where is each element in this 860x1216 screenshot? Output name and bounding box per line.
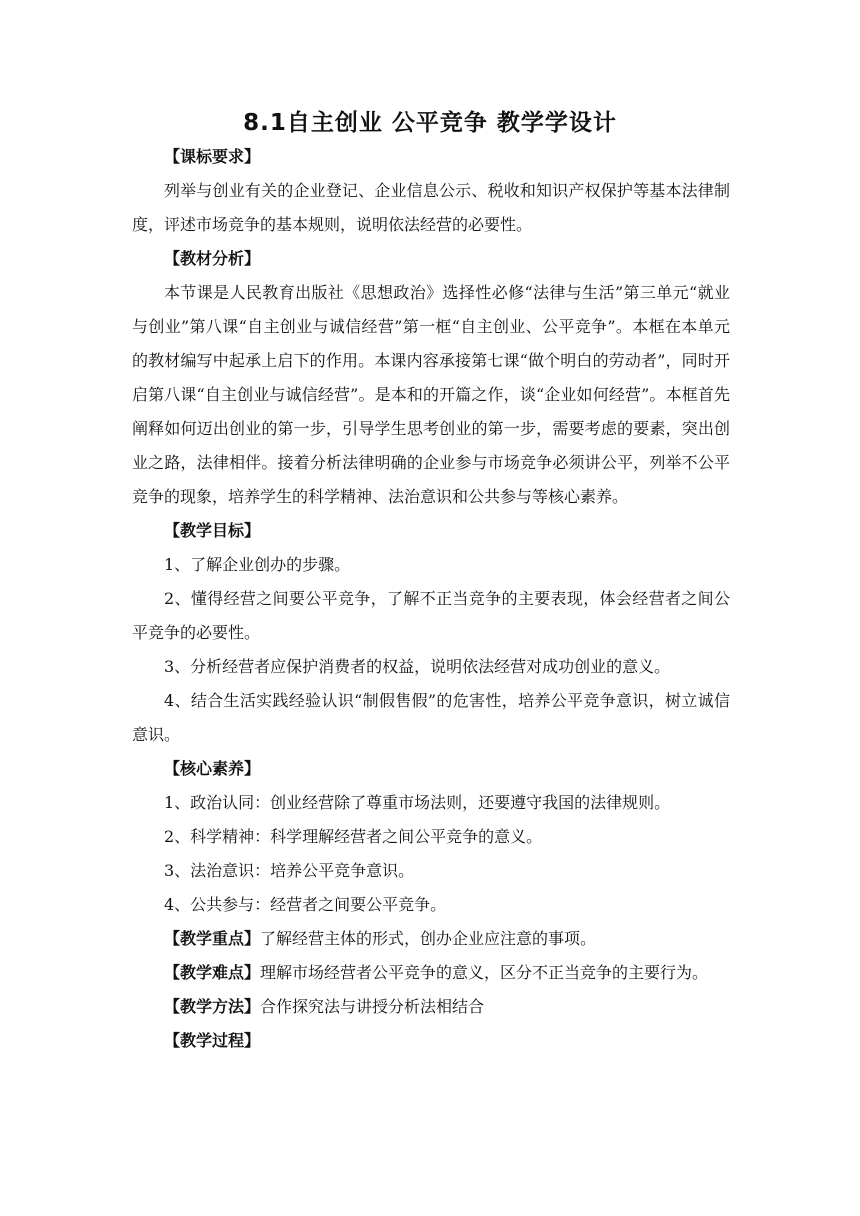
- goal-item: 3、分析经营者应保护消费者的权益，说明依法经营对成功创业的意义。: [164, 657, 671, 676]
- document-title: 8.1自主创业 公平竞争 教学学设计: [243, 110, 617, 136]
- literacy-item: 3、法治意识：培养公平竞争意识。: [164, 861, 415, 880]
- goal-item: 2、懂得经营之间要公平竞争，了解不正当竞争的主要表现，体会经营者之间公平竞争的必要性。: [132, 589, 730, 642]
- section-heading-teaching-goals: 【教学目标】: [164, 521, 261, 540]
- goal-item: 4、结合生活实践经验认识“制假售假”的危害性，培养公平竞争意识，树立诚信意识。: [132, 691, 730, 744]
- literacy-item: 1、政治认同：创业经营除了尊重市场法则，还要遵守我国的法律规则。: [164, 793, 671, 812]
- difficulty-text: 理解市场经营者公平竞争的意义，区分不正当竞争的主要行为。: [260, 963, 709, 982]
- document-body: [132, 140, 730, 1058]
- method-text: 合作探究法与讲授分析法相结合: [260, 997, 485, 1016]
- literacy-item: 2、科学精神：科学理解经营者之间公平竞争的意义。: [164, 827, 543, 846]
- textbook-analysis-paragraph: 本节课是人民教育出版社《思想政治》选择性必修“法律与生活”第三单元“就业与创业”第八课“自主创业与诚信经营”第一框“自主创业、公平竞争”。本框在本单元的教材编写中起承上启下的作用。本课内容承接第七课“做个明白的劳动者”，同时开启第八课“自主创业与诚信经营”。是本和的开篇之作，谈“企业如何经营”。本框首先阐释如何迈出创业的第一步，引导学生思考创业的第一步，需要考虑的要素，突出创业之路，法律相伴。接着分析法律明确的企业参与市场竞争必须讲公平，列举不公平竞争的现象，培养学生的科学精神、法治意识和公共参与等核心素养。: [132, 283, 730, 506]
- section-heading-teaching-process: 【教学过程】: [164, 1031, 261, 1050]
- literacy-item: 4、公共参与：经营者之间要公平竞争。: [164, 895, 447, 914]
- difficulty-heading: 【教学难点】: [164, 963, 261, 982]
- method-heading: 【教学方法】: [164, 997, 261, 1016]
- key-point-text: 了解经营主体的形式，创办企业应注意的事项。: [260, 929, 597, 948]
- difficulty-line: [132, 956, 730, 990]
- method-line: [132, 990, 730, 1024]
- key-point-line: [132, 922, 730, 956]
- goal-item: 1、了解企业创办的步骤。: [164, 555, 351, 574]
- key-point-heading: 【教学重点】: [164, 929, 261, 948]
- section-heading-curriculum: 【课标要求】: [164, 147, 261, 166]
- section-heading-core-literacy: 【核心素养】: [164, 759, 261, 778]
- curriculum-paragraph: 列举与创业有关的企业登记、企业信息公示、税收和知识产权保护等基本法律制度，评述市场竞争的基本规则，说明依法经营的必要性。: [132, 181, 730, 234]
- section-heading-textbook-analysis: 【教材分析】: [164, 249, 261, 268]
